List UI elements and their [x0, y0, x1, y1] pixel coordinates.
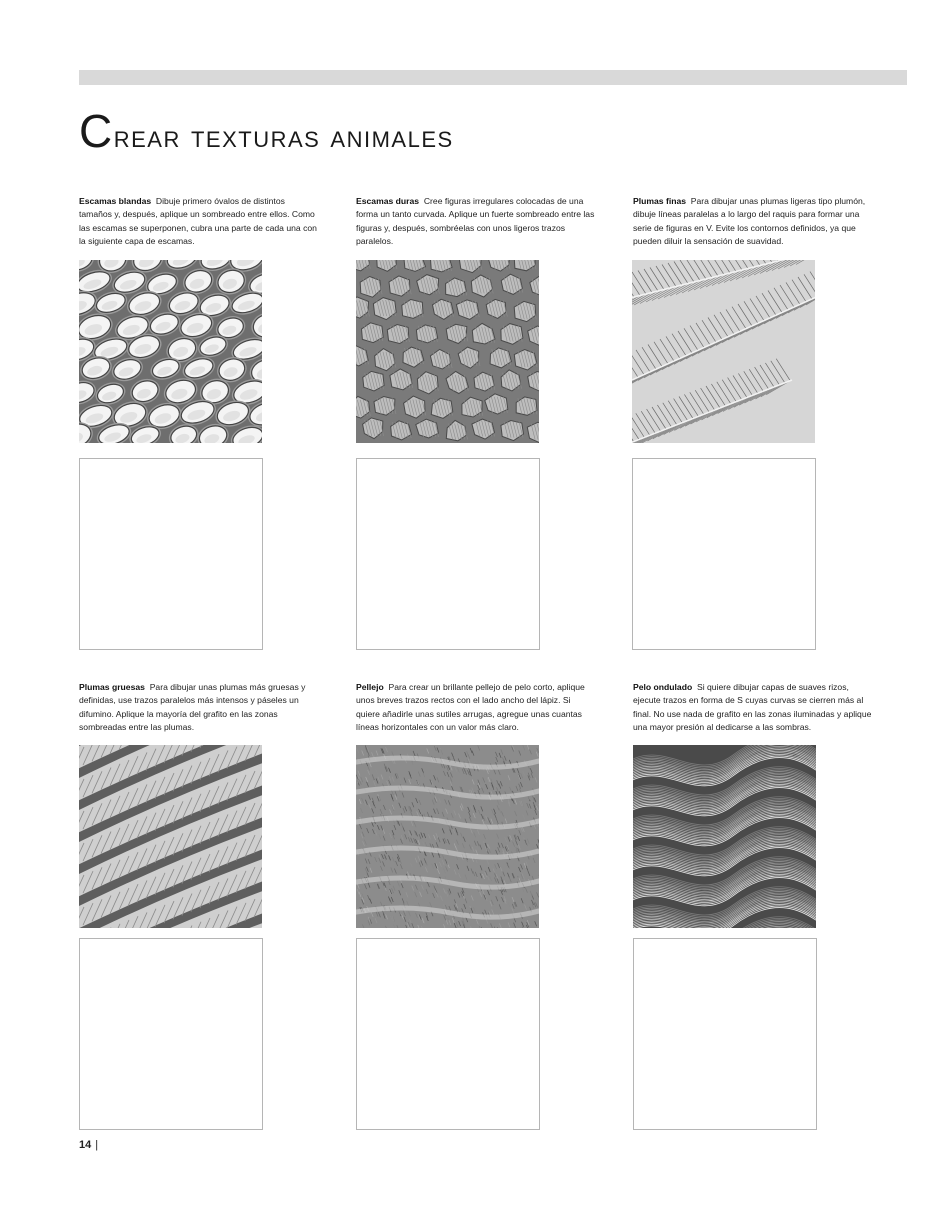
header-bar — [79, 70, 907, 85]
section-description: Escamas blandas Dibuje primero óvalos de distintos tamaños y, después, aplique un sombreado entre ellos. Como las escamas se superponen, cubra una parte de cada una con la siguiente capa de escamas. — [79, 196, 317, 247]
section-label: Plumas gruesas — [79, 682, 145, 692]
section-description: Plumas gruesas Para dibujar unas plumas más gruesas y definidas, use trazos paralelos más intensos y páseles un difumino. Aplique la mayoría del grafito en las zonas sombreadas entre las plumas. — [79, 682, 306, 733]
practice-box[interactable] — [356, 938, 540, 1130]
practice-box[interactable] — [633, 938, 817, 1130]
section-escamas-duras — [356, 195, 596, 249]
example-feathers-thick — [79, 745, 262, 928]
section-escamas-blandas — [79, 195, 319, 249]
section-label: Escamas duras — [356, 196, 420, 206]
section-description: Pellejo Para crear un brillante pellejo de pelo corto, aplique unos breves trazos rectos con el lado ancho del lápiz. Si quiere añadirle unas sutiles arrugas, agregue unas cuantas líneas horizontales con un valor más claro. — [356, 682, 585, 733]
section-label: Pelo ondulado — [633, 682, 693, 692]
example-scales-hard — [356, 260, 539, 443]
section-description: Pelo ondulado Si quiere dibujar capas de suaves rizos, ejecute trazos en forma de S cuyas curvas se cierren más al final. No use nada de grafito en las zonas iluminadas y aplique una mayor presión al dedicarse a las sombras. — [633, 682, 872, 733]
section-plumas-finas — [633, 195, 873, 249]
section-label: Pellejo — [356, 682, 384, 692]
section-label: Escamas blandas — [79, 196, 152, 206]
section-description: Escamas duras Cree figuras irregulares colocadas de una forma un tanto curvada. Aplique un fuerte sombreado entre las figuras y, después, sombréelas con unos ligeros trazos paralelos. — [356, 196, 595, 247]
example-feathers-fine — [632, 260, 815, 443]
practice-box[interactable] — [356, 458, 540, 650]
section-label: Plumas finas — [633, 196, 687, 206]
practice-box[interactable] — [79, 458, 263, 650]
page-number: 14 | — [79, 1139, 99, 1151]
section-pellejo — [356, 681, 596, 735]
practice-box[interactable] — [632, 458, 816, 650]
example-scales-soft — [79, 260, 262, 443]
section-plumas-gruesas — [79, 681, 319, 735]
section-pelo-ondulado — [633, 681, 873, 735]
section-description: Plumas finas Para dibujar unas plumas ligeras tipo plumón, dibuje líneas paralelas a lo largo del raquis para formar una serie de figuras en V. Evite los contornos definidos, ya que pueden diluir la sensación de suavidad. — [633, 196, 866, 247]
page-title: Crear texturas animales — [79, 105, 454, 157]
practice-box[interactable] — [79, 938, 263, 1130]
example-hide — [356, 745, 539, 928]
example-wavy-hair — [633, 745, 816, 928]
